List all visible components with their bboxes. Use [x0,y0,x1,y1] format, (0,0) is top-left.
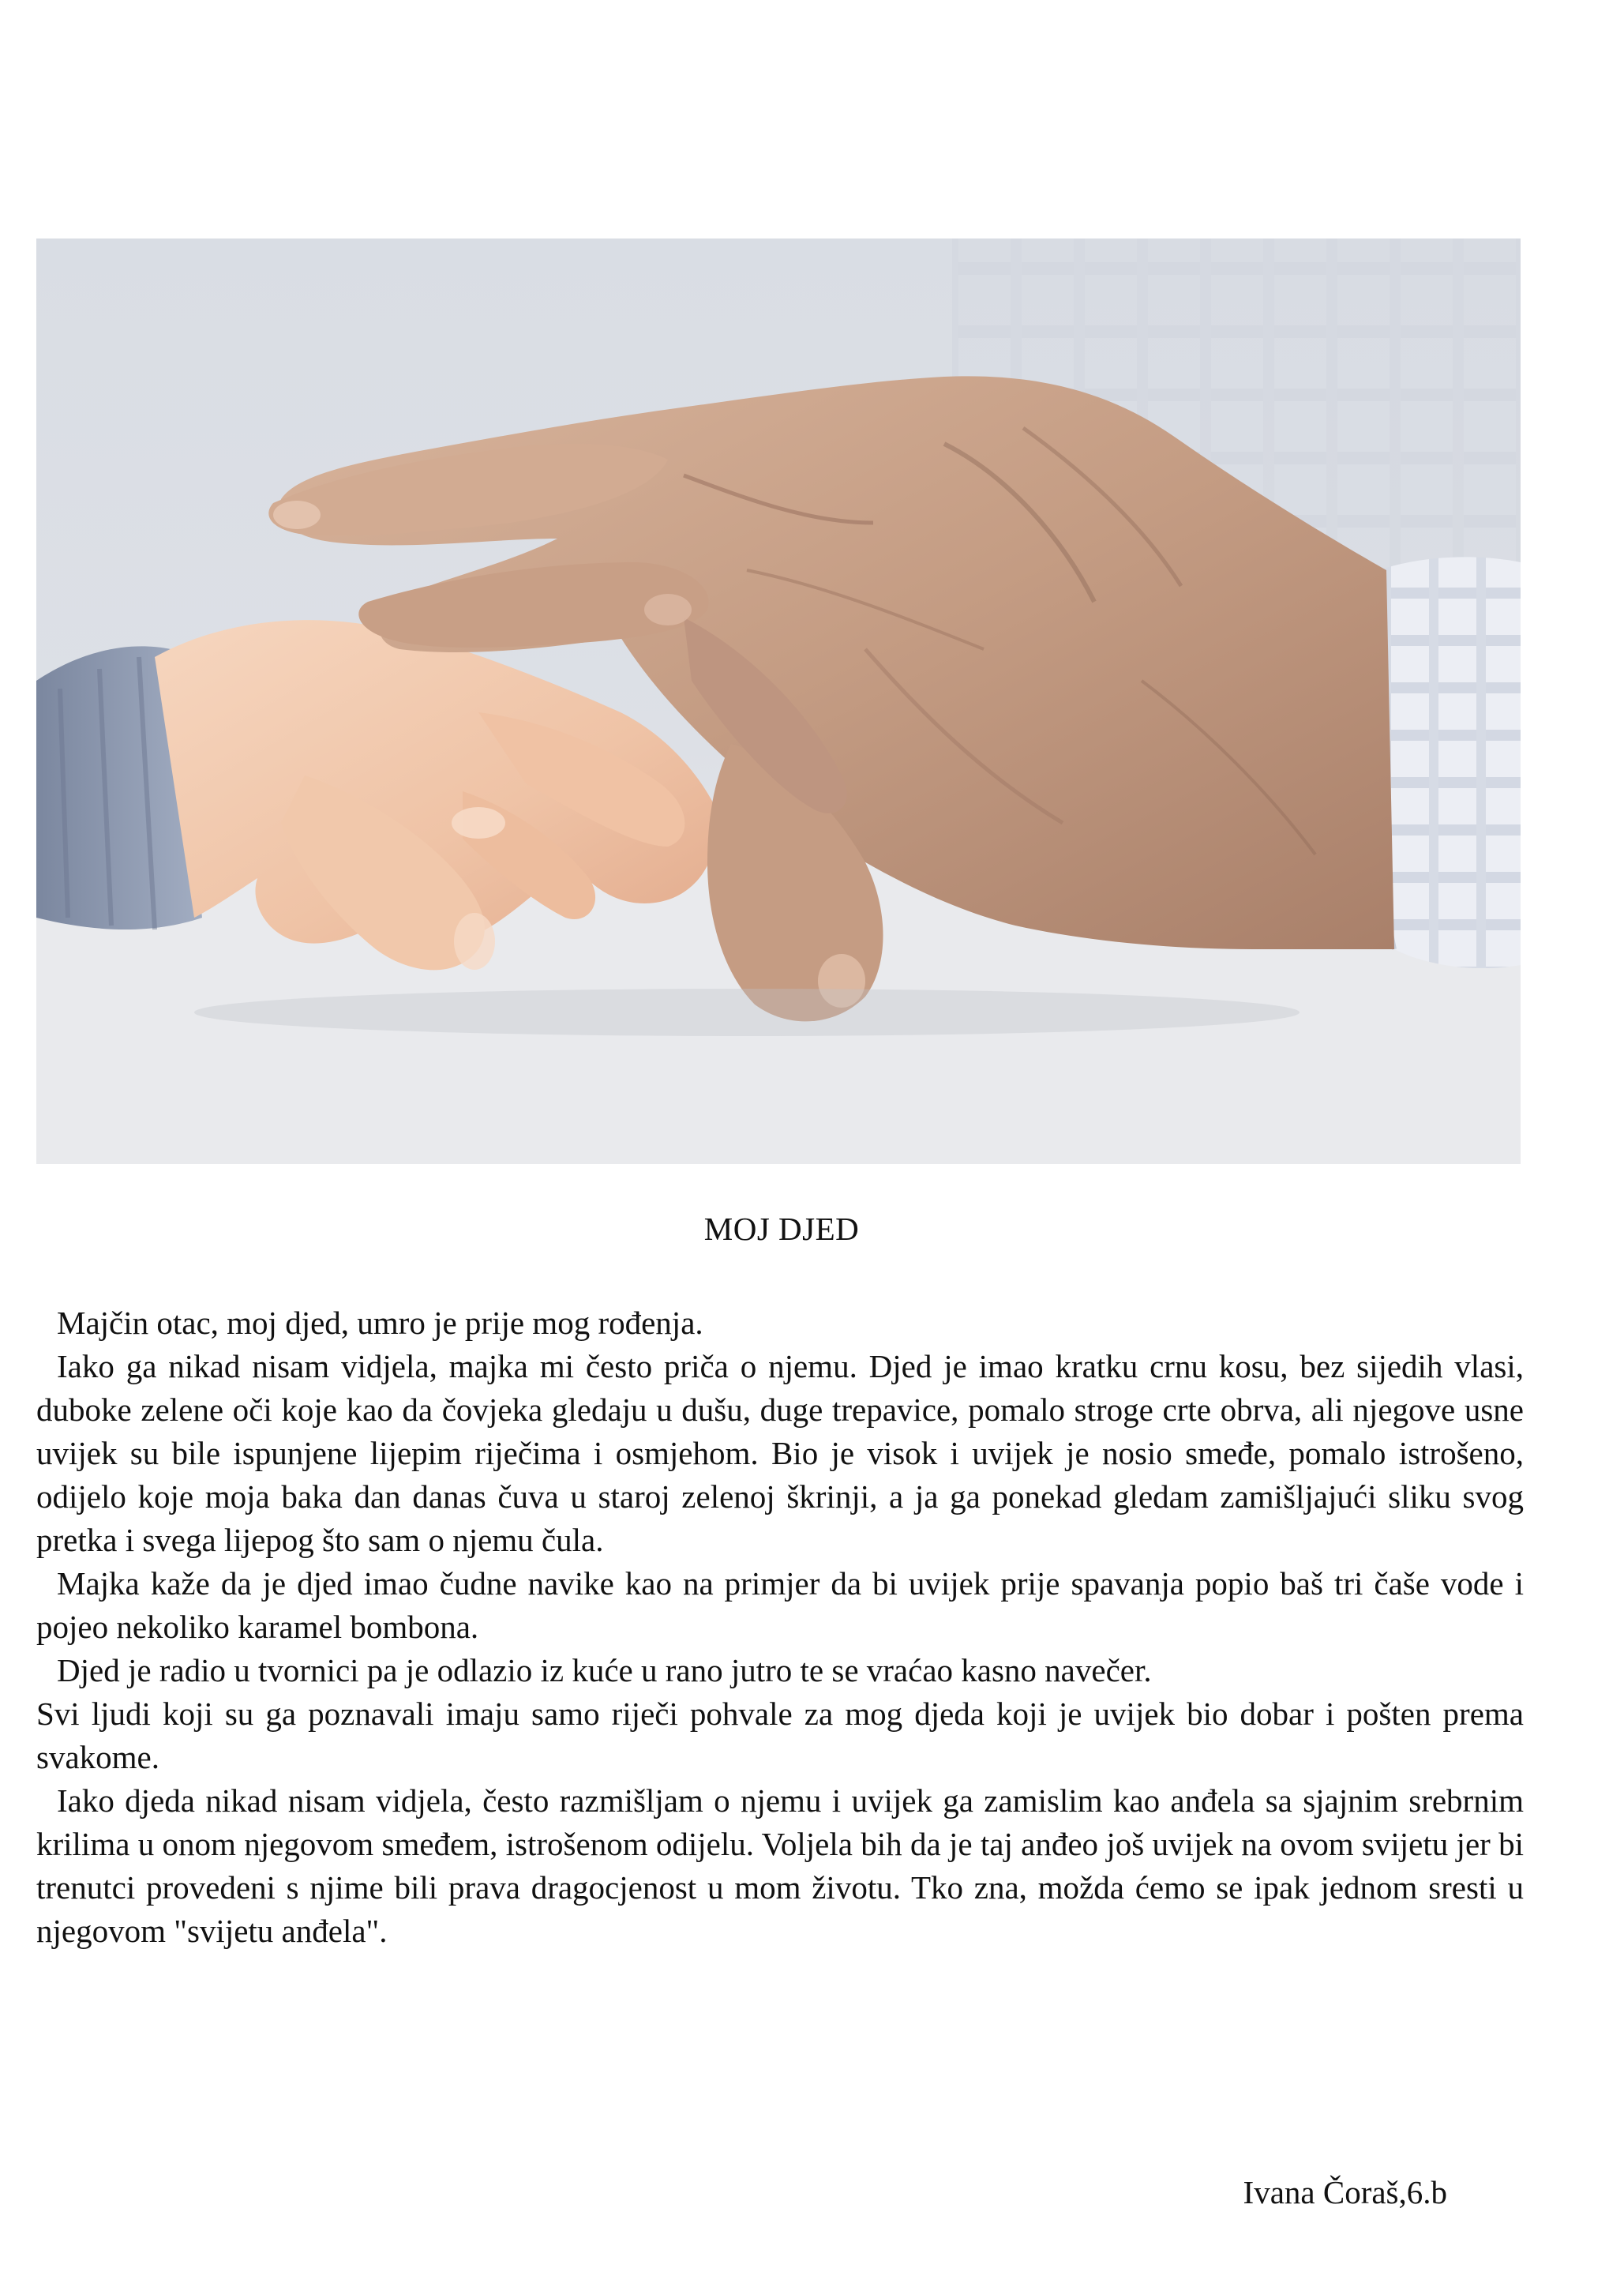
paragraph-2: Iako ga nikad nisam vidjela, majka mi često priča o njemu. Djed je imao kratku crnu kosu, bez sijedih vlasi, duboke zelene oči koje kao da čovjeka gledaju u dušu, duge trepavice, pomalo stroge crte obrva, ali njegove usne uvijek su bile ispunjene lijepim riječima i osmjehom. Bio je visok i uvijek je nosio smeđe, pomalo istrošeno, odijelo koje moja baka dan danas čuva u staroj zelenoj škrinji, a ja ga ponekad gledam zamišljajući sliku svog pretka i svega lijepog što sam o njemu čula. [36,1348,1524,1558]
paragraph-5: Svi ljudi koji su ga poznavali imaju samo riječi pohvale za mog djeda koji je uvijek bio dobar i pošten prema svakome. [36,1696,1524,1775]
author-signature: Ivana Čoraš,6.b [1243,2174,1447,2210]
paragraph-6: Iako djeda nikad nisam vidjela, često razmišljam o njemu i uvijek ga zamislim kao anđela sa sjajnim srebrnim krilima u onom njegovom smeđem, istrošenom odijelu. Voljela bih da je taj anđeo još uvijek na ovom svijetu jer bi trenutci provedeni s njime bili prava dragocjenost u mom životu. Tko zna, možda ćemo se ipak jednom sresti u njegovom "svijetu anđela". [36,1782,1524,1949]
paragraph-4: Djed je radio u tvornici pa je odlazio iz kuće u rano jutro te se vraćao kasno navečer. [57,1652,1152,1688]
article-body [36,1301,1524,1953]
paragraph-1: Majčin otac, moj djed, umro je prije mog rođenja. [57,1305,703,1341]
hands-photo [36,238,1521,1164]
article-title: MOJ DJED [703,1211,860,1247]
paragraph-3: Majka kaže da je djed imao čudne navike kao na primjer da bi uvijek prije spavanja popio baš tri čaše vode i pojeo nekoliko karamel bombona. [36,1565,1524,1645]
